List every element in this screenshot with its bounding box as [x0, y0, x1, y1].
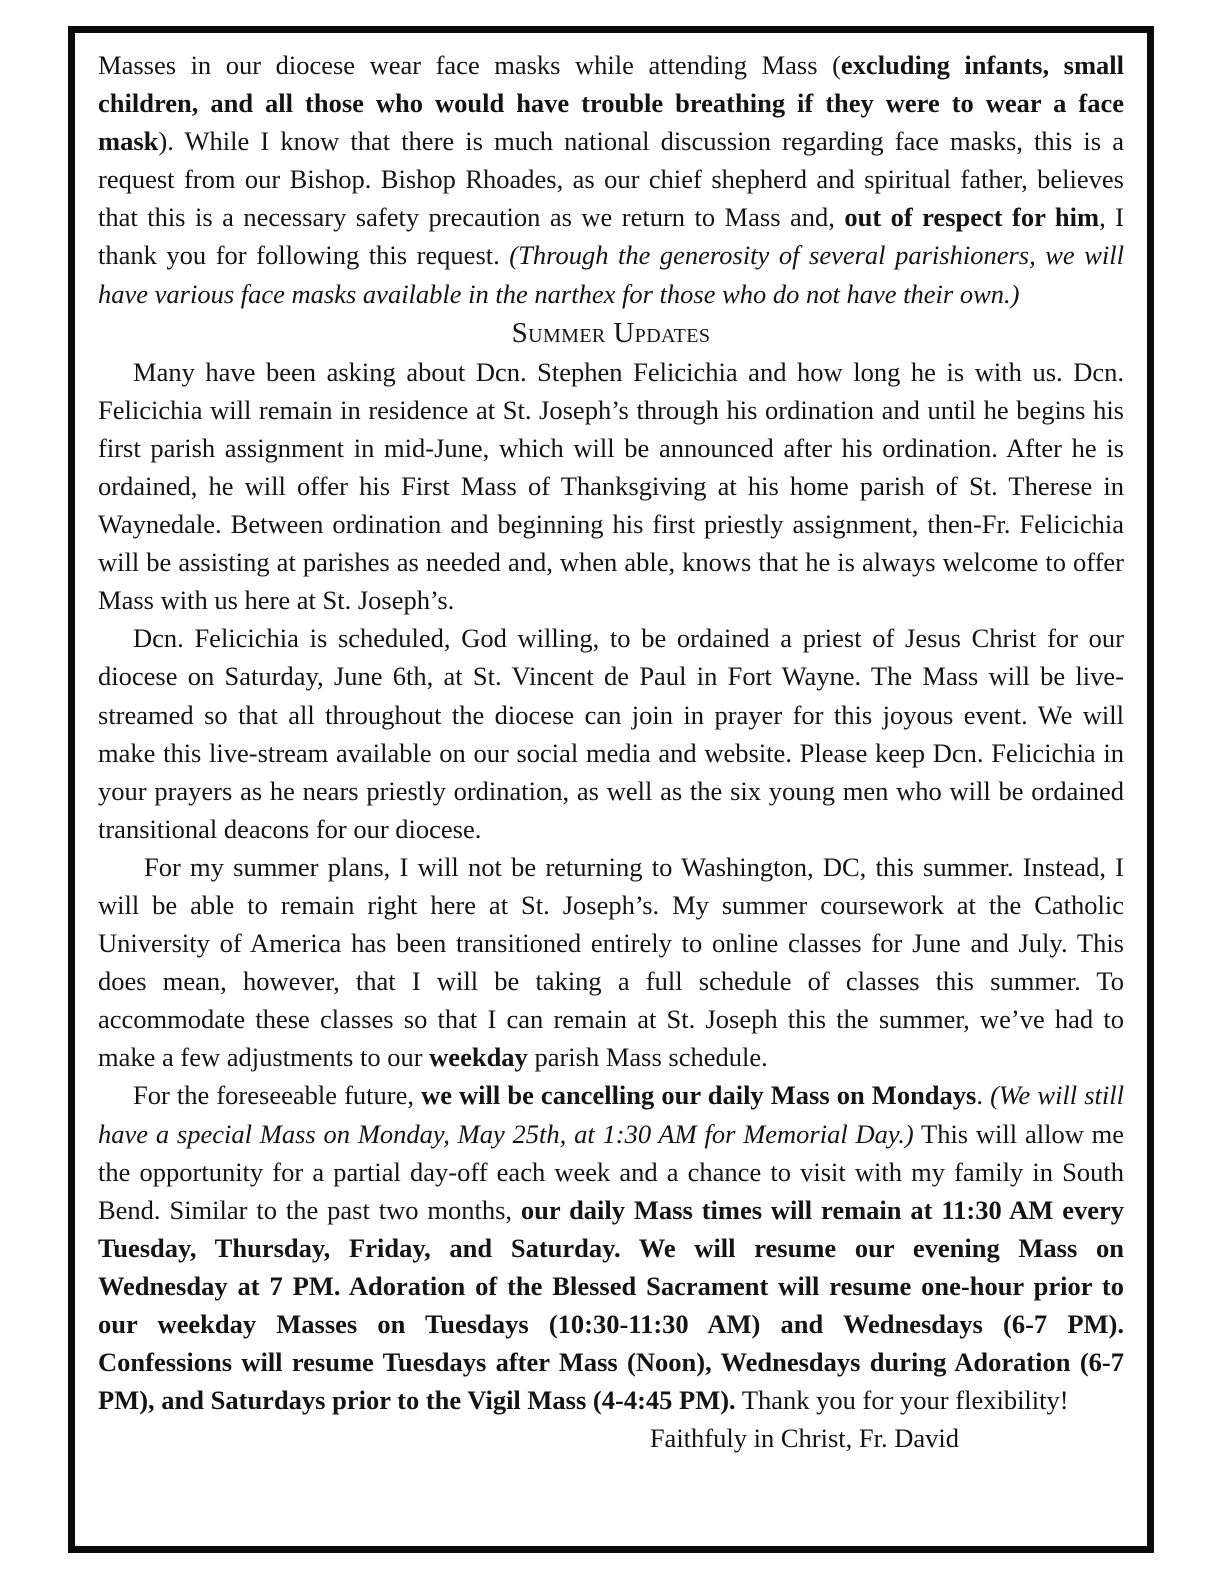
text-run: This will allow me the opportunity for a partial day-off each week and a chance to visit with my family in South Bend. Similar to the past two months, [98, 1118, 1125, 1225]
emphasis-italic: (Through the generosity of several parishioners, we will have various face masks available in the narthex for those who do not have their own.) [98, 240, 1124, 309]
emphasis-italic: (We will still have a special Mass on Monday, May 25th, at 1:30 AM for Memorial Day.) [98, 1080, 1124, 1149]
bulletin-page [68, 26, 1154, 1553]
text-run: Dcn. Felicichia is scheduled, God willing, to be ordained a priest of Jesus Christ for our diocese on Saturday, June 6th, at St. Vincent de Paul in Fort Wayne. The Mass will be live-streamed so that all throughout the diocese can join in prayer for this joyous event. We will make this live-stream available on our social media and website. Please keep Dcn. Felicichia in your prayers as he nears priestly ordination, as well as the six young men who will be ordained transitional deacons for our diocese. [98, 623, 1124, 844]
paragraph-deacon-felicichia [98, 353, 1124, 620]
paragraph-face-masks [98, 46, 1124, 313]
paragraph-summer-plans [98, 848, 1124, 1077]
page-content-area [75, 33, 1147, 1546]
text-run: , I thank you for following this request. [98, 202, 1124, 271]
paragraph-ordination [98, 619, 1124, 848]
text-run: ). While I know that there is much national discussion regarding face masks, this is a request from our Bishop. Bishop Rhoades, as our chief shepherd and spiritual father, believes that this is a necessary safety precaution as we return to Mass and, [98, 126, 1124, 233]
emphasis-bold: weekday [429, 1042, 528, 1073]
closing-signature: Faithfuly in Christ, Fr. David [649, 1423, 959, 1454]
text-run: Masses in our diocese wear face masks while attending Mass ( [98, 50, 841, 80]
emphasis-bold: we will be cancelling our daily Mass on Mondays [421, 1080, 977, 1111]
text-run: Thank you for your flexibility! [735, 1385, 1069, 1416]
letter-body [98, 46, 1124, 1457]
emphasis-bold: our daily Mass times will remain at 11:30 AM every Tuesday, Thursday, Friday, and Saturday. We will resume our evening Mass on Wednesday at 7 PM. Adoration of the Blessed Sacrament will resume one-hour prior to our weekday Masses on Tuesdays (10:30-11:30 AM) and Wednesdays (6-7 PM). Confessions will resume Tuesdays after Mass (Noon), Wednesdays during Adoration (6-7 PM), and Saturdays prior to the Vigil Mass (4-4:45 PM). [98, 1194, 1124, 1416]
text-run: parish Mass schedule. [527, 1042, 768, 1073]
text-run: Many have been asking about Dcn. Stephen Felicichia and how long he is with us. Dcn. Felicichia will remain in residence at St. Joseph’s through his ordination and until he begins his first parish assignment in mid-June, which will be announced after his ordination. After he is ordained, he will offer his First Mass of Thanksgiving at his home parish of St. Therese in Waynedale. Between ordination and beginning his first priestly assignment, then-Fr. Felicichia will be assisting at parishes as needed and, when able, knows that he is always welcome to offer Mass with us here at St. Joseph’s. [98, 356, 1124, 616]
section-heading-summer-updates: Summer Updates [511, 316, 711, 349]
paragraph-mass-schedule [98, 1076, 1124, 1419]
text-run: For the foreseeable future, [133, 1080, 422, 1111]
emphasis-bold: excluding infants, small children, and all those who would have trouble breathing if they were to wear a face mask [98, 50, 1124, 157]
emphasis-bold: out of respect for him [844, 202, 1100, 233]
text-run: For my summer plans, I will not be returning to Washington, DC, this summer. Instead, I will be able to remain right here at St. Joseph’s. My summer coursework at the Catholic University of America has been transitioned entirely to online classes for June and July. This does mean, however, that I will be taking a full schedule of classes this summer. To accommodate these classes so that I can remain at St. Joseph this the summer, we’ve had to make a few adjustments to our [98, 851, 1124, 1073]
text-run: . [976, 1080, 991, 1111]
